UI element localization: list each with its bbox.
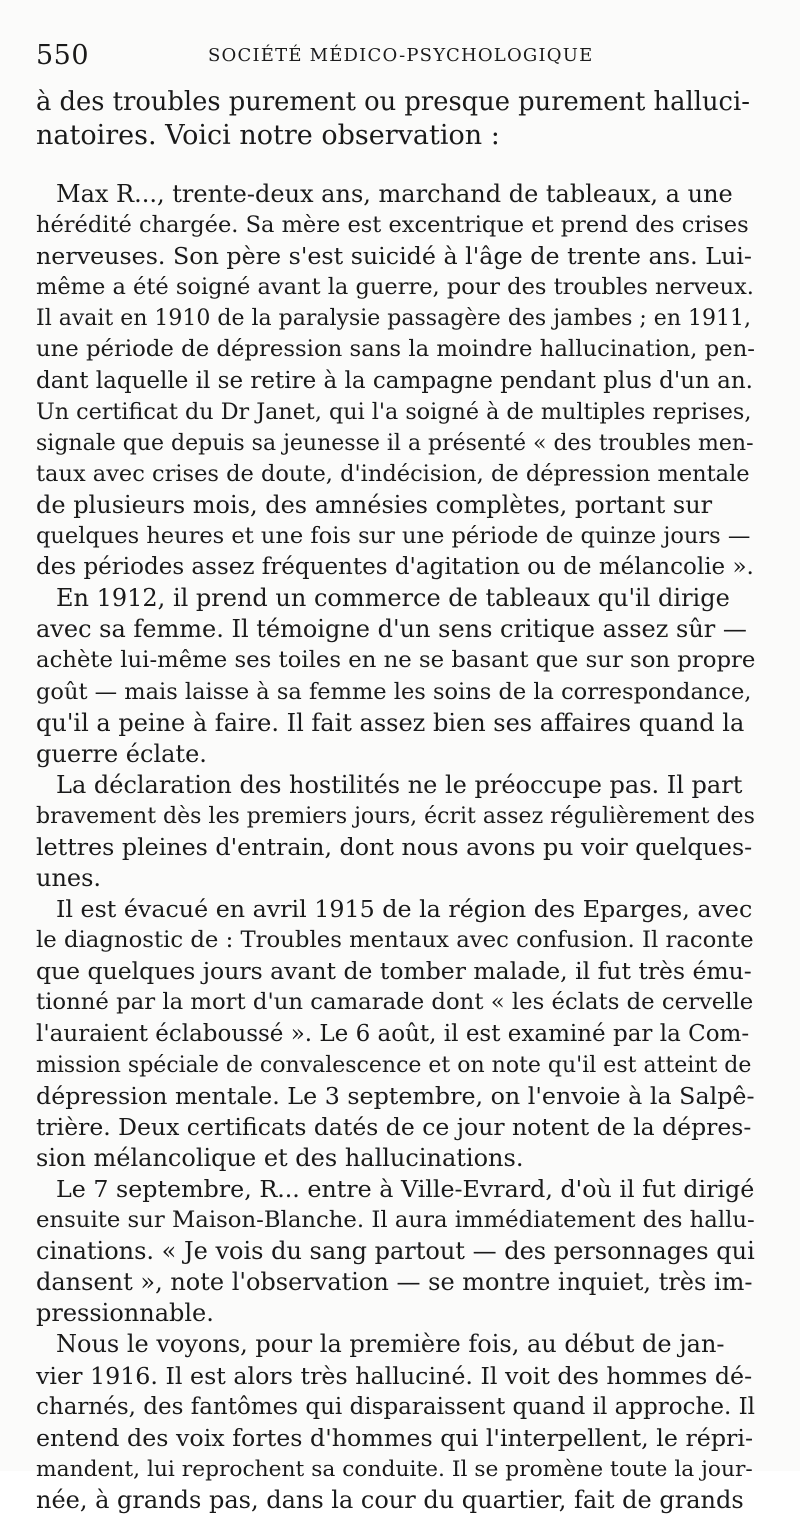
text-line: Max R..., trente-deux ans, marchand de tableaux, a une [56, 180, 733, 208]
text-line: achète lui-même ses toiles en ne se basant que sur son propre [36, 647, 756, 674]
page-number: 550 [36, 40, 90, 71]
text-line: En 1912, il prend un commerce de tableaux qu'il dirige [56, 584, 730, 613]
text-line: avec sa femme. Il témoigne d'un sens critique assez sûr — [36, 615, 747, 644]
text-line: hérédité chargée. Sa mère est excentrique et prend des crises [36, 212, 749, 239]
text-line: quelques heures et une fois sur une période de quinze jours — [36, 523, 751, 550]
paragraph-intro [36, 86, 756, 152]
text-line: signale que depuis sa jeunesse il a présenté « des troubles men- [36, 430, 754, 456]
paragraph-ville-evrard [36, 1174, 756, 1329]
text-line: l'auraient éclaboussé ». Le 6 août, il est examiné par la Com- [36, 1020, 750, 1047]
text-line: dansent », note l'observation — se montre inquiet, très im- [36, 1268, 753, 1297]
text-line: taux avec crises de doute, d'indécision, de dépression mentale [36, 460, 750, 487]
paragraph-first-visit [36, 1329, 756, 1516]
paragraph-commerce [36, 583, 756, 770]
text-line: une période de dépression sans la moindre hallucination, pen- [36, 336, 755, 363]
text-line: trière. Deux certificats datés de ce jour notent de la dépres- [36, 1112, 752, 1141]
text-line: à des troubles purement ou presque purement halluci- [36, 87, 750, 117]
text-line: entend des voix fortes d'hommes qui l'interpellent, le répri- [36, 1423, 754, 1452]
paragraph-evacuation [36, 894, 756, 1174]
paragraph-war [36, 770, 756, 894]
text-line: de plusieurs mois, des amnésies complètes, portant sur [36, 490, 713, 519]
text-line: sion mélancolique et des hallucinations. [36, 1143, 524, 1172]
text-line: que quelques jours avant de tomber malade, il fut très ému- [36, 957, 752, 986]
text-line: bravement dès les premiers jours, écrit assez régulièrement des [36, 803, 755, 829]
text-line: Le 7 septembre, R... entre à Ville-Evrard, d'où il fut dirigé [56, 1175, 755, 1203]
text-line: née, à grands pas, dans la cour du quartier, fait de grands [36, 1485, 744, 1514]
body-text [36, 86, 756, 1516]
text-line: des périodes assez fréquentes d'agitation ou de mélancolie ». [36, 554, 754, 581]
text-line: vier 1916. Il est alors très halluciné. Il voit des hommes dé- [36, 1361, 753, 1390]
text-line: Il avait en 1910 de la paralysie passagère des jambes ; en 1911, [36, 306, 751, 332]
text-line: tionné par la mort d'un camarade dont « les éclats de cervelle [36, 989, 754, 1016]
text-line: nerveuses. Son père s'est suicidé à l'âge de trente ans. Lui- [36, 242, 752, 271]
text-line: Nous le voyons, pour la première fois, au début de jan- [56, 1330, 725, 1359]
text-line: unes. [36, 864, 102, 893]
text-line: lettres pleines d'entrain, dont nous avons pu voir quelques- [36, 832, 753, 861]
text-line: qu'il a peine à faire. Il fait assez bien ses affaires quand la [36, 708, 745, 737]
text-line: charnés, des fantômes qui disparaissent quand il approche. Il [36, 1393, 756, 1420]
running-header [36, 40, 766, 74]
paragraph-history [36, 179, 756, 583]
text-line: cinations. « Je vois du sang partout — des personnages qui [36, 1237, 755, 1266]
text-line: ensuite sur Maison-Blanche. Il aura immédiatement des hallu- [36, 1207, 755, 1234]
text-line: goût — mais laisse à sa femme les soins de la correspondance, [36, 678, 752, 705]
text-line: La déclaration des hostilités ne le préoccupe pas. Il part [56, 770, 743, 799]
journal-title: SOCIÉTÉ MÉDICO-PSYCHOLOGIQUE [208, 45, 594, 66]
text-line: guerre éclate. [36, 739, 207, 768]
text-line: dant laquelle il se retire à la campagne pendant plus d'un an. [36, 367, 753, 394]
text-line: mandent, lui reprochent sa conduite. Il se promène toute la jour- [36, 1456, 753, 1482]
section-gap [36, 152, 756, 179]
text-line: pressionnable. [36, 1299, 214, 1328]
text-line: natoires. Voici notre observation : [36, 120, 500, 151]
text-line: dépression mentale. Le 3 septembre, on l'envoie à la Salpê- [36, 1081, 755, 1110]
text-line: même a été soigné avant la guerre, pour des troubles nerveux. [36, 274, 754, 301]
text-line: mission spéciale de convalescence et on note qu'il est atteint de [36, 1052, 752, 1078]
text-line: le diagnostic de : Troubles mentaux avec confusion. Il raconte [36, 927, 754, 954]
text-line: Il est évacué en avril 1915 de la région des Eparges, avec [56, 895, 753, 924]
text-line: Un certificat du Dr Janet, qui l'a soigné à de multiples reprises, [36, 398, 752, 425]
